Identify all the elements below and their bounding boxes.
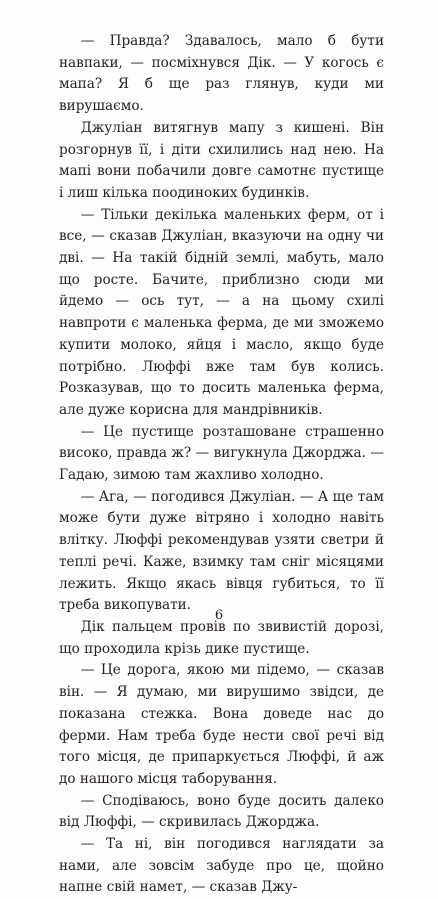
paragraph: — Це пустище розташоване страшенно високо, правда ж? — вигукнула Джорджа. — Гадаю, зимою там жахливо холодно. bbox=[59, 423, 384, 484]
paragraph: — Це дорога, якою ми підемо, — сказав він. — Я думаю, ми вирушимо звідси, де показана стежка. Вона доведе нас до ферми. Нам треба буде нести свої речі від того місця, де припаркується Люффі, й аж до нашого місця таборування. bbox=[59, 662, 384, 787]
body-text bbox=[59, 31, 384, 899]
paragraph: — Правда? Здавалось, мало б бути навпаки, — посміхнувся Дік. — У когось є мапа? Я б ще раз глянув, куди ми вирушаємо. bbox=[59, 33, 384, 115]
paragraph: — Ага, — погодився Джуліан. — А ще там може бути дуже вітряно і холодно навіть влітку. Люффі рекомендував узяти светри й теплі речі. Каже, взимку там сніг місяцями лежить. Якщо якась вівця губиться, то її треба викопувати. bbox=[59, 488, 384, 614]
paragraph: — Та ні, він погодився наглядати за нами, але зовсім забуде про це, щойно напне свій намет, — сказав Джу- bbox=[59, 836, 384, 896]
paragraph: — Тільки декілька маленьких ферм, от і все, — сказав Джуліан, вказуючи на одну чи дві. — На такій бідній землі, мабуть, мало що росте. Бачите, приблизно сюди ми йдемо — ось тут, — а на цьому схилі навпроти є маленька ферма, де ми зможемо купити молоко, яйця і масло, якщо буде потрібно. Люффі вже там був колись. Розказував, що то досить маленька ферма, але дуже корисна для мандрівників. bbox=[59, 206, 384, 418]
paragraph: Дік пальцем провів по звивистій дорозі, що проходила крізь дике пустище. bbox=[59, 618, 384, 657]
paragraph: — Сподіваюсь, воно буде досить далеко від Люффі, — скривилась Джорджа. bbox=[59, 792, 384, 831]
page-number: 6 bbox=[214, 608, 224, 623]
paragraph: Джуліан витягнув мапу з кишені. Він розгорнув її, і діти схилились над нею. На мапі вони побачили довге самотнє пустище і лиш кілька поодиноких будинків. bbox=[59, 119, 384, 201]
